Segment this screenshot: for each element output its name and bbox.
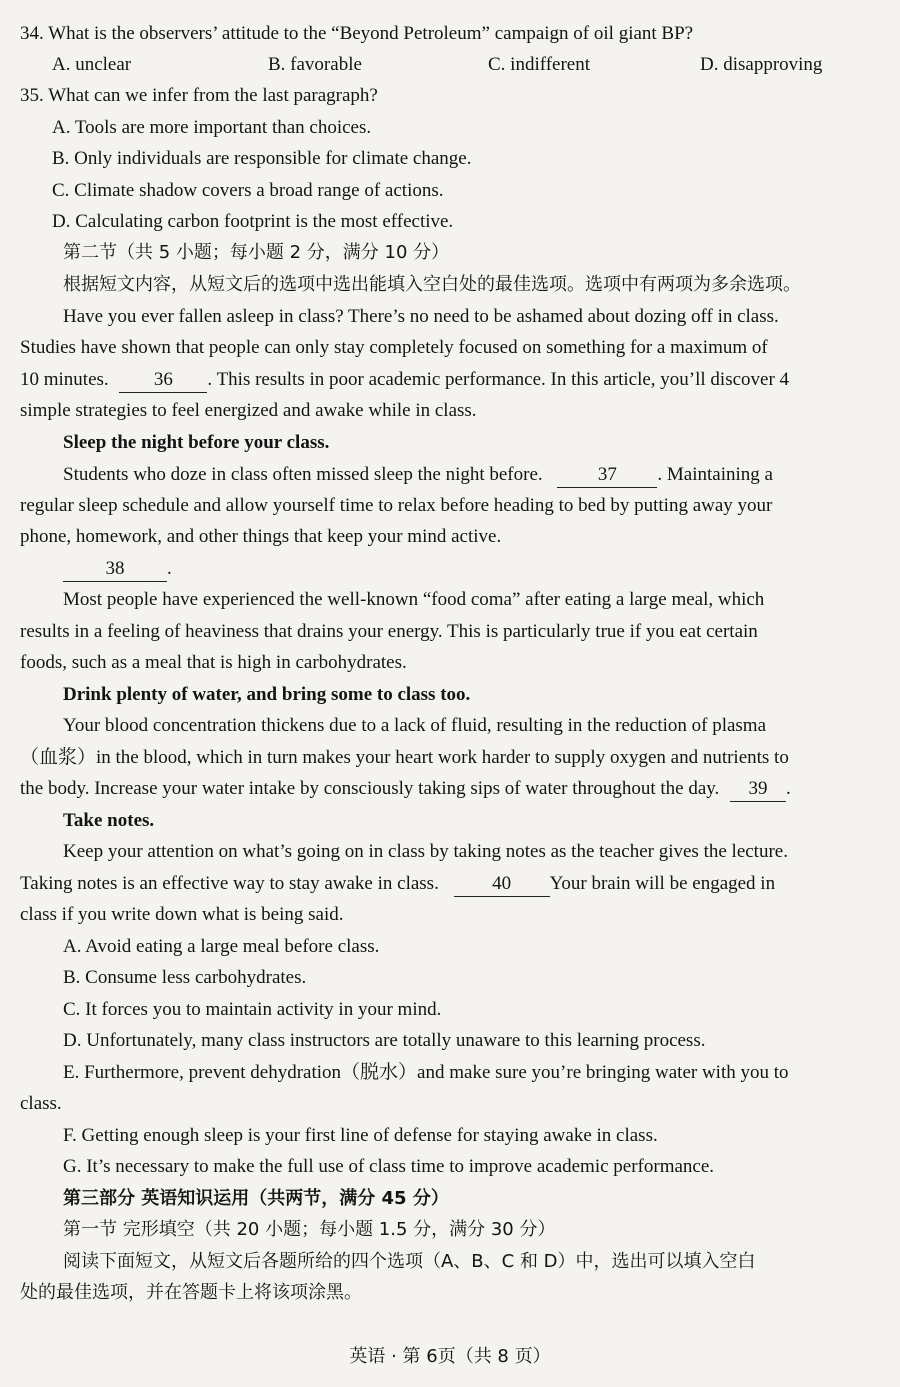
paragraph-line [63,459,900,490]
paragraph-line: class if you write down what is being said. [20,904,344,925]
choice-e-continued: class. [20,1093,62,1114]
q35-stem: 35. What can we infer from the last paragraph? [20,85,378,106]
q34-option-c: C. indifferent [488,54,591,75]
text-span: the body. Increase your water intake by consciously taking sips of water throughout the day. [20,778,720,799]
text-span: . [167,558,172,579]
blank-37: 37 [557,463,657,488]
paragraph-line [20,364,900,395]
q34-option-d: D. disapproving [700,54,823,75]
choice-c: C. It forces you to maintain activity in your mind. [63,999,442,1020]
subheading-notes: Take notes. [63,810,155,831]
blank-39: 39 [730,777,786,802]
paragraph-line: foods, such as a meal that is high in carbohydrates. [20,652,407,673]
section2-instruction: 根据短文内容，从短文后的选项中选出能填入空白处的最佳选项。选项中有两项为多余选项。 [63,274,801,295]
q34-stem: 34. What is the observers’ attitude to the “Beyond Petroleum” campaign of oil giant BP? [20,23,694,44]
blank-36: 36 [119,368,207,393]
choice-g: G. It’s necessary to make the full use of class time to improve academic performance. [63,1156,715,1177]
paragraph-line: simple strategies to feel energized and awake while in class. [20,400,477,421]
part3-instruction-continued: 处的最佳选项，并在答题卡上将该项涂黑。 [20,1282,362,1303]
part3-instruction: 阅读下面短文，从短文后各题所给的四个选项（A、B、C 和 D）中，选出可以填入空白 [63,1251,756,1272]
part3-heading: 第三部分 英语知识运用（共两节，满分 45 分） [63,1188,449,1209]
choice-d: D. Unfortunately, many class instructors are totally unaware to this learning process. [63,1030,706,1051]
paragraph-line: （血浆）in the blood, which in turn makes your heart work harder to supply oxygen and nutrients to [20,747,789,768]
part3-section1-heading: 第一节 完形填空（共 20 小题；每小题 1.5 分，满分 30 分） [63,1219,556,1240]
blank-38-heading [63,553,900,584]
text-span: Students who doze in class often missed sleep the night before. [63,464,543,485]
subheading-water: Drink plenty of water, and bring some to class too. [63,684,471,705]
paragraph-line: Studies have shown that people can only stay completely focused on something for a maximum of [20,337,768,358]
q35-option-b: B. Only individuals are responsible for climate change. [52,148,472,169]
paragraph-line: Your blood concentration thickens due to a lack of fluid, resulting in the reduction of plasma [63,715,767,736]
choice-b: B. Consume less carbohydrates. [63,967,307,988]
text-span: . Maintaining a [657,464,773,485]
text-span: Your brain will be engaged in [549,873,776,894]
q34-option-b: B. favorable [268,54,362,75]
q35-option-d: D. Calculating carbon footprint is the most effective. [52,211,454,232]
q35-option-c: C. Climate shadow covers a broad range of actions. [52,180,444,201]
text-span: . [786,778,791,799]
paragraph-line: results in a feeling of heaviness that drains your energy. This is particularly true if you eat certain [20,621,758,642]
paragraph-line: Most people have experienced the well-known “food coma” after eating a large meal, which [63,589,765,610]
choice-e: E. Furthermore, prevent dehydration（脱水）and make sure you’re bringing water with you to [63,1062,789,1083]
q34-options [52,49,900,80]
blank-40: 40 [454,872,550,897]
paragraph-line: regular sleep schedule and allow yourself time to relax before heading to bed by putting away your [20,495,773,516]
paragraph-line: Keep your attention on what’s going on in class by taking notes as the teacher gives the lecture. [63,841,788,862]
text-span: 10 minutes. [20,369,109,390]
choice-f: F. Getting enough sleep is your first line of defense for staying awake in class. [63,1125,658,1146]
paragraph-line [20,868,900,899]
paragraph-line: Have you ever fallen asleep in class? There’s no need to be ashamed about dozing off in class. [63,306,779,327]
choice-a: A. Avoid eating a large meal before class. [63,936,380,957]
subheading-sleep: Sleep the night before your class. [63,432,330,453]
paragraph-line [20,773,900,804]
text-span: . This results in poor academic performance. In this article, you’ll discover 4 [207,369,790,390]
page-footer: 英语 · 第 6页（共 8 页） [349,1346,551,1367]
section2-heading: 第二节（共 5 小题；每小题 2 分，满分 10 分） [63,242,450,263]
text-span: Taking notes is an effective way to stay awake in class. [20,873,439,894]
q35-option-a: A. Tools are more important than choices. [52,117,372,138]
blank-38: 38 [63,557,167,582]
paragraph-line: phone, homework, and other things that keep your mind active. [20,526,502,547]
q34-option-a: A. unclear [52,54,132,75]
